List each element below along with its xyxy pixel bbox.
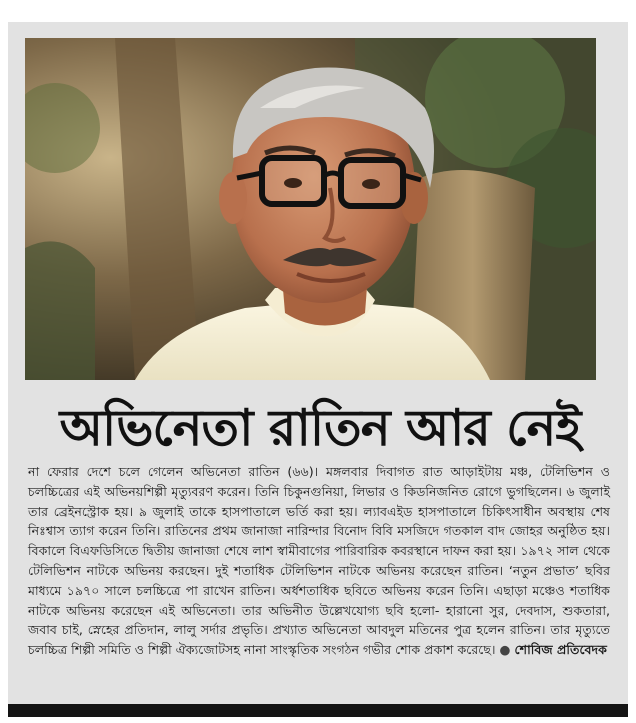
- bottom-rule: [8, 704, 628, 717]
- headline: অভিনেতা রাতিন আর নেই: [59, 398, 581, 457]
- article-body-text: না ফেরার দেশে চলে গেলেন অভিনেতা রাতিন (৬৬)। মঙ্গলবার দিবাগত রাত আড়াইটায় মঞ্চ, টেলিভিশন ও চলচ্চিত্রের এই অভিনয়শিল্পী মৃত্যুবরণ করেন। তিনি চিকুনগুনিয়া, লিভার ও কিডনিজনিত রোগে ভুগছিলেন। ৬ জুলাই তার ব্রেইনস্ট্রোক হয়। ৯ জুলাই তাকে হাসপাতালে ভর্তি করা হয়। ল্যাবএইড হাসপাতালে চিকিৎসাধীন অবস্থায় শেষ নিঃশ্বাস ত্যাগ করেন তিনি। রাতিনের প্রথম জানাজা নারিন্দার বিনোদ বিবি মসজিদে গতকাল বাদ জোহর অনুষ্ঠিত হয়। বিকালে বিএফডিসিতে দ্বিতীয় জানাজা শেষে লাশ স্বামীবাগের পারিবারিক কবরস্থানে দাফন করা হয়। ১৯৭২ সাল থেকে টেলিভিশন নাটকে অভিনয় করছেন। দুই শতাধিক টেলিভিশন নাটকে অভিনয় করেছেন রাতিন। ‘নতুন প্রভাত’ ছবির মাধ্যমে ১৯৭০ সালে চলচ্চিত্রে পা রাখেন রাতিন। অর্ধশতাধিক ছবিতে অভিনয় করেন তিনি। এছাড়া মঞ্চেও শতাধিক নাটকে অভিনয় করেছেন এই অভিনেতা। তার অভিনীত উল্লেখযোগ্য ছবি হলো- হারানো সুর, দেবদাস, শুকতারা, জবাব চাই, স্নেহের প্রতিদান, লালু সর্দার প্রভৃতি। প্রখ্যাত অভিনেতা আবদুল মতিনের পুত্র হলেন রাতিন। তার মৃত্যুতে চলচ্চিত্র শিল্পী সমিতি ও শিল্পী ঐক্যজোটসহ নানা সাংস্কৃতিক সংগঠন গভীর শোক প্রকাশ করেছে।: [28, 464, 610, 658]
- news-clipping: [8, 22, 628, 712]
- byline: শোবিজ প্রতিবেদক: [514, 642, 607, 658]
- article-body: [28, 462, 610, 660]
- portrait-illustration: [25, 38, 596, 380]
- portrait-photo: [25, 38, 596, 380]
- bullet-icon: ●: [499, 642, 511, 658]
